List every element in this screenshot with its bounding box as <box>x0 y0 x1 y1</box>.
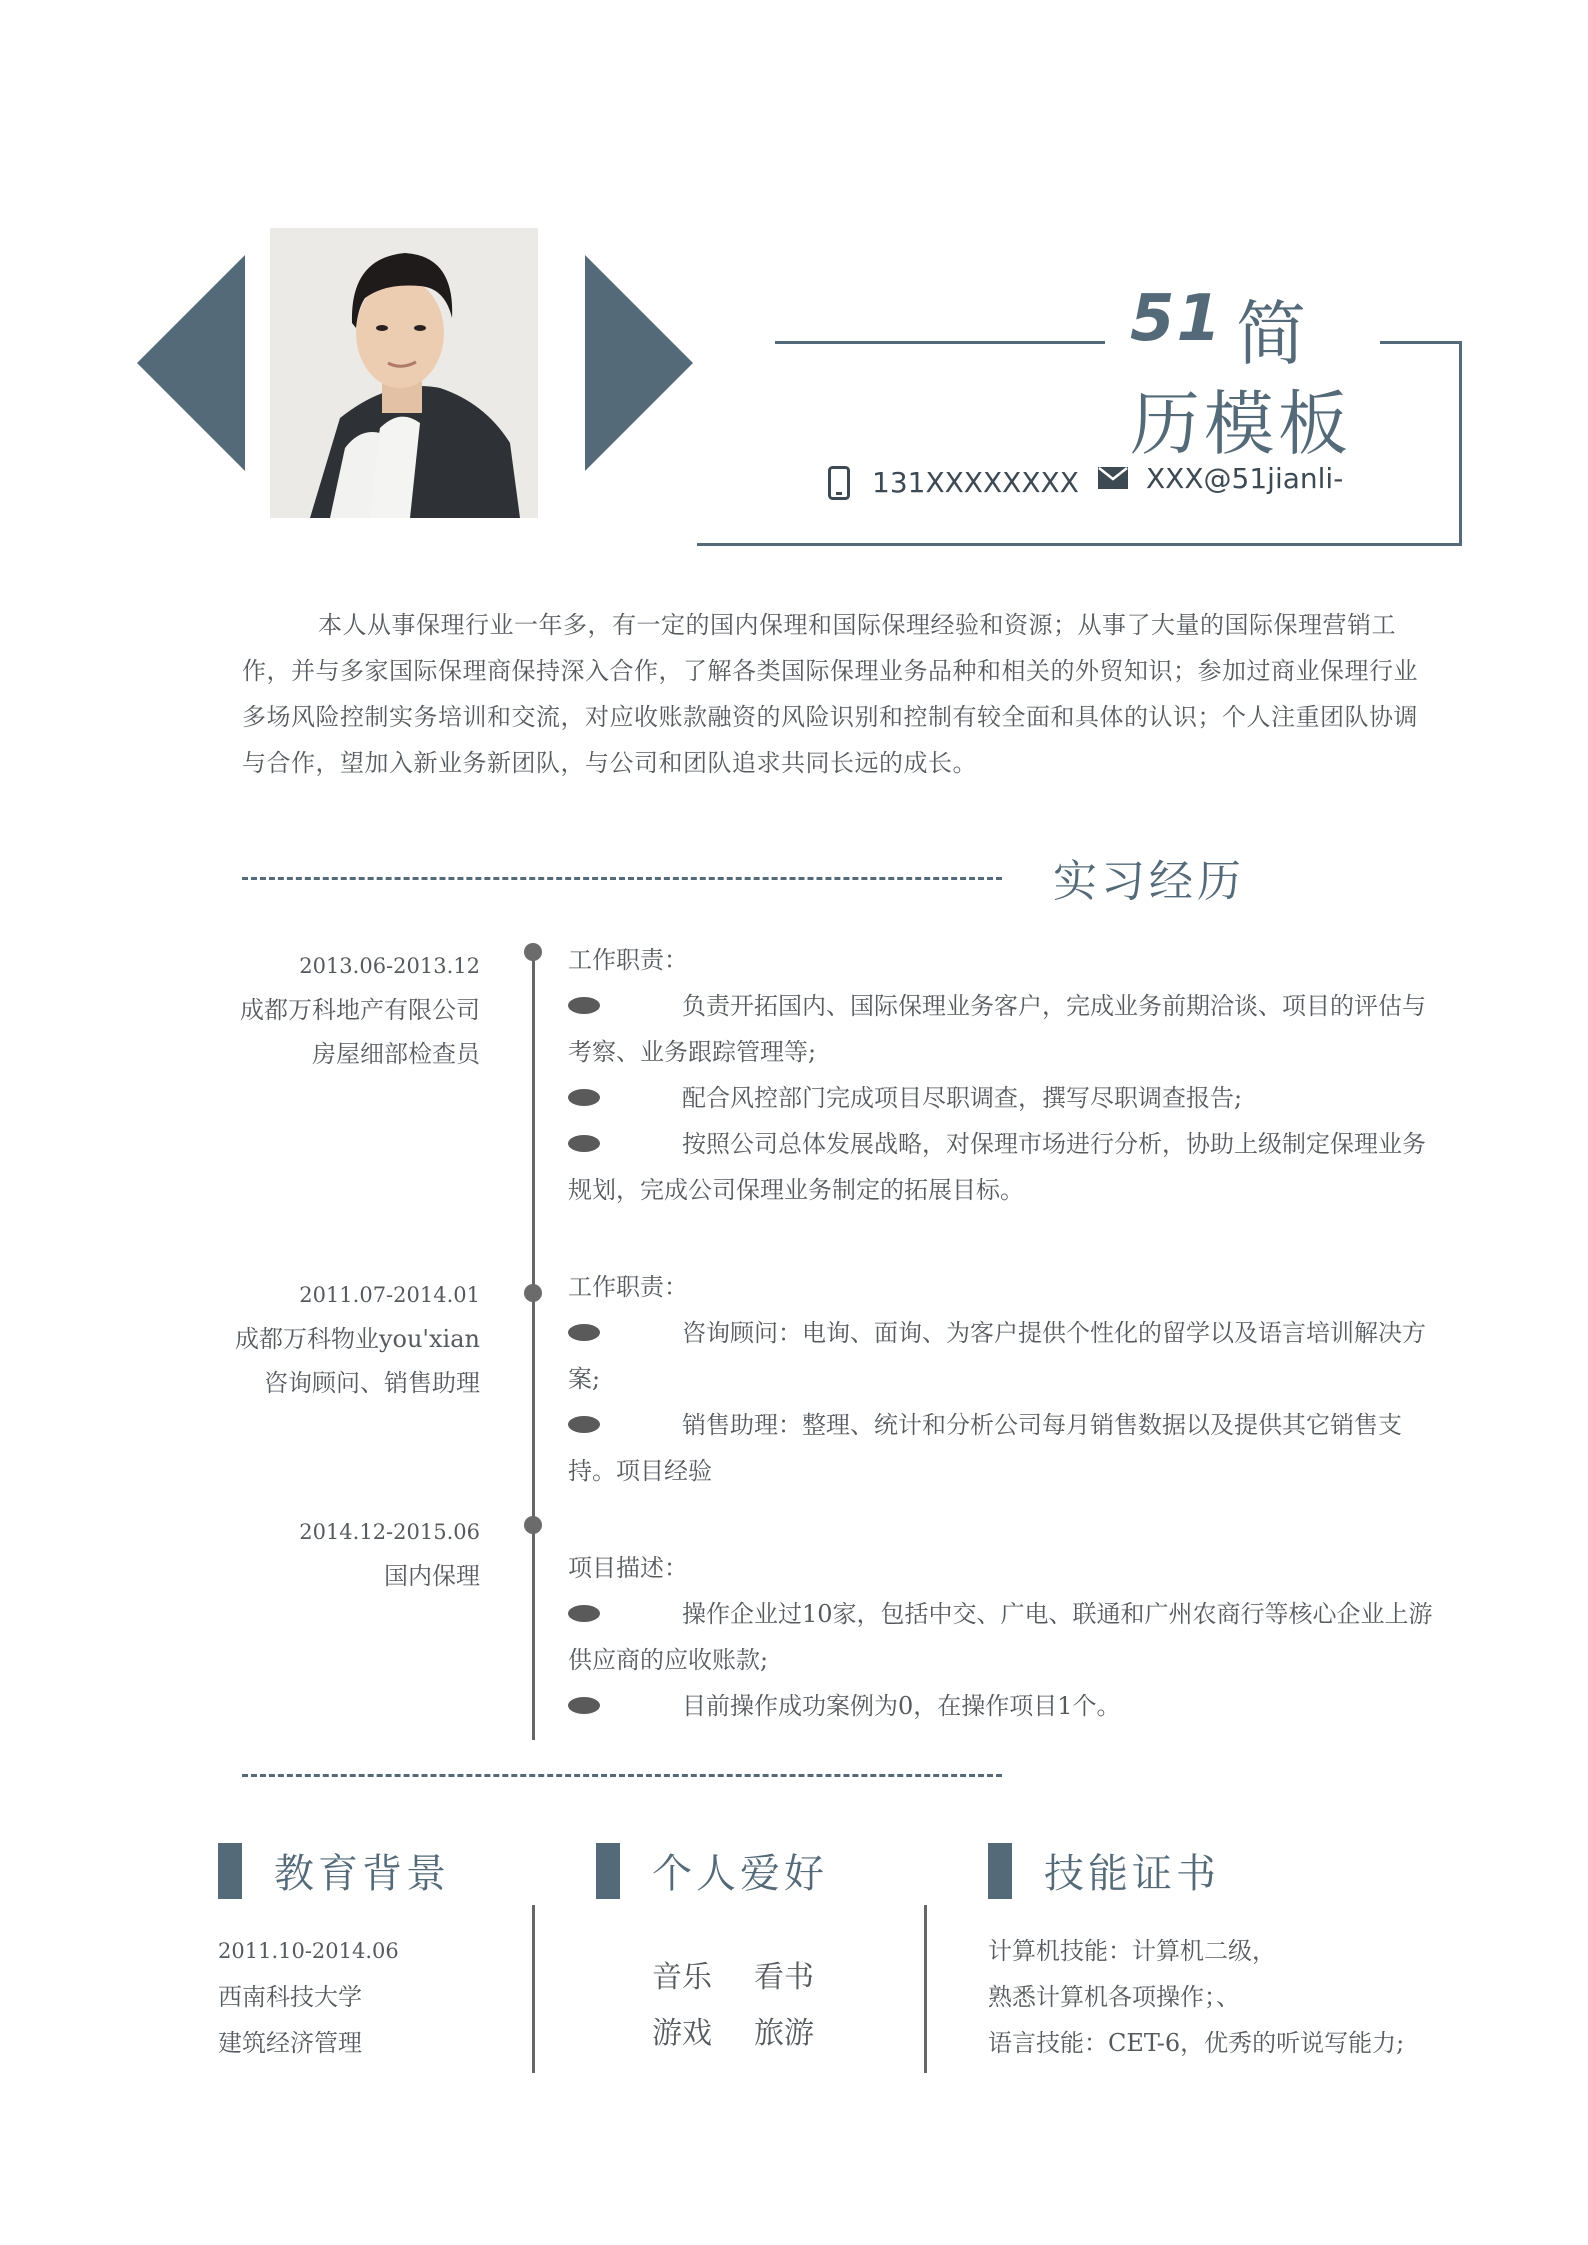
internship-entry-1-meta <box>240 944 480 1076</box>
list-item: 按照公司总体发展战略，对保理市场进行分析，协助上级制定保理业务规划，完成公司保理业务制定的拓展目标。 <box>568 1130 1426 1204</box>
skill-line: 计算机技能：计算机二级， <box>988 1937 1276 1965</box>
entry-heading: 工作职责： <box>568 946 688 974</box>
entry-company: 国内保理 <box>384 1562 480 1590</box>
education-major: 建筑经济管理 <box>218 2029 362 2057</box>
email-address: XXX@51jianli- <box>1146 462 1344 495</box>
internship-entry-2-meta <box>235 1273 480 1405</box>
profile-photo <box>270 228 538 518</box>
hobby-item: 游戏 <box>652 2016 712 2051</box>
entry-company: 成都万科地产有限公司 <box>240 996 480 1024</box>
list-item: 咨询顾问：电询、面询、为客户提供个性化的留学以及语言培训解决方案; <box>568 1319 1426 1393</box>
entry-heading: 工作职责： <box>568 1273 688 1301</box>
email-icon <box>1098 467 1128 493</box>
title-char: 简 <box>1236 293 1306 375</box>
section-title-hobbies: 个人爱好 <box>652 1851 828 1897</box>
hobby-item: 看书 <box>754 1960 814 1995</box>
hobby-item: 音乐 <box>652 1960 712 1995</box>
bullet-icon <box>568 1135 600 1152</box>
skills-details <box>988 1928 1404 2066</box>
internship-entry-1-details <box>568 937 1438 1213</box>
section-divider <box>242 877 1002 880</box>
list-item: 负责开拓国内、国际保理业务客户，完成业务前期洽谈、项目的评估与考察、业务跟踪管理等; <box>568 992 1426 1066</box>
list-item: 目前操作成功案例为0，在操作项目1个。 <box>568 1683 1438 1729</box>
column-separator <box>532 1905 535 2073</box>
bullet-icon <box>568 1697 600 1714</box>
column-separator <box>924 1905 927 2073</box>
bullet-icon <box>568 1089 600 1106</box>
entry-date: 2014.12-2015.06 <box>299 1520 480 1544</box>
entry-role: 房屋细部检查员 <box>312 1040 480 1068</box>
section-title-education: 教育背景 <box>274 1851 450 1897</box>
bullet-icon <box>568 1605 600 1622</box>
skill-line: 语言技能：CET-6，优秀的听说写能力; <box>988 2029 1405 2057</box>
bullet-icon <box>568 1324 600 1341</box>
timeline-dot <box>524 1516 542 1534</box>
header-line-left <box>775 341 1105 344</box>
phone-icon <box>828 466 850 504</box>
section-bar <box>596 1843 620 1899</box>
title-rest: 历模板 <box>1130 383 1352 465</box>
bullet-icon <box>568 1416 600 1433</box>
phone-number: 131XXXXXXXX <box>872 466 1079 499</box>
section-bar <box>988 1843 1012 1899</box>
timeline-line <box>532 955 535 1740</box>
education-date: 2011.10-2014.06 <box>218 1939 399 1963</box>
section-title-skills: 技能证书 <box>1044 1851 1220 1897</box>
entry-company: 成都万科物业you'xian <box>234 1325 480 1353</box>
education-details <box>218 1928 399 2066</box>
internship-entry-3-meta <box>299 1510 480 1598</box>
title-number: 51 <box>1130 282 1224 356</box>
entry-date: 2011.07-2014.01 <box>299 1283 480 1307</box>
timeline-dot <box>524 943 542 961</box>
education-school: 西南科技大学 <box>218 1983 362 2011</box>
section-divider <box>242 1774 1002 1777</box>
timeline-dot <box>524 1284 542 1302</box>
header-frame-bottom <box>697 543 1462 546</box>
section-bar <box>218 1843 242 1899</box>
bullet-icon <box>568 997 600 1014</box>
entry-role: 咨询顾问、销售助理 <box>264 1369 480 1397</box>
entry-heading: 项目描述： <box>568 1554 688 1582</box>
self-introduction: 本人从事保理行业一年多，有一定的国内保理和国际保理经验和资源；从事了大量的国际保理营销工作，并与多家国际保理商保持深入合作，了解各类国际保理业务品种和相关的外贸知识；参加过商业保理行业多场风险控制实务培训和交流，对应收账款融资的风险识别和控制有较全面和具体的认识；个人注重团队协调与合作，望加入新业务新团队，与公司和团队追求共同长远的成长。 <box>242 611 1418 777</box>
section-title-internship: 实习经历 <box>1053 856 1245 907</box>
list-item: 操作企业过10家，包括中交、广电、联通和广州农商行等核心企业上游供应商的应收账款; <box>568 1600 1433 1674</box>
skill-line: 熟悉计算机各项操作；、 <box>988 1983 1240 2011</box>
header-frame-vertical <box>1459 341 1462 546</box>
entry-date: 2013.06-2013.12 <box>299 954 480 978</box>
internship-entry-3-details <box>568 1545 1438 1729</box>
internship-entry-2-details <box>568 1264 1438 1494</box>
header-line-right <box>1380 341 1462 344</box>
list-item: 销售助理：整理、统计和分析公司每月销售数据以及提供其它销售支持。项目经验 <box>568 1411 1402 1485</box>
hobby-item: 旅游 <box>754 2016 814 2051</box>
decorative-triangle-left <box>137 255 245 471</box>
list-item: 配合风控部门完成项目尽职调查，撰写尽职调查报告; <box>568 1075 1438 1121</box>
decorative-triangle-right <box>585 255 693 471</box>
